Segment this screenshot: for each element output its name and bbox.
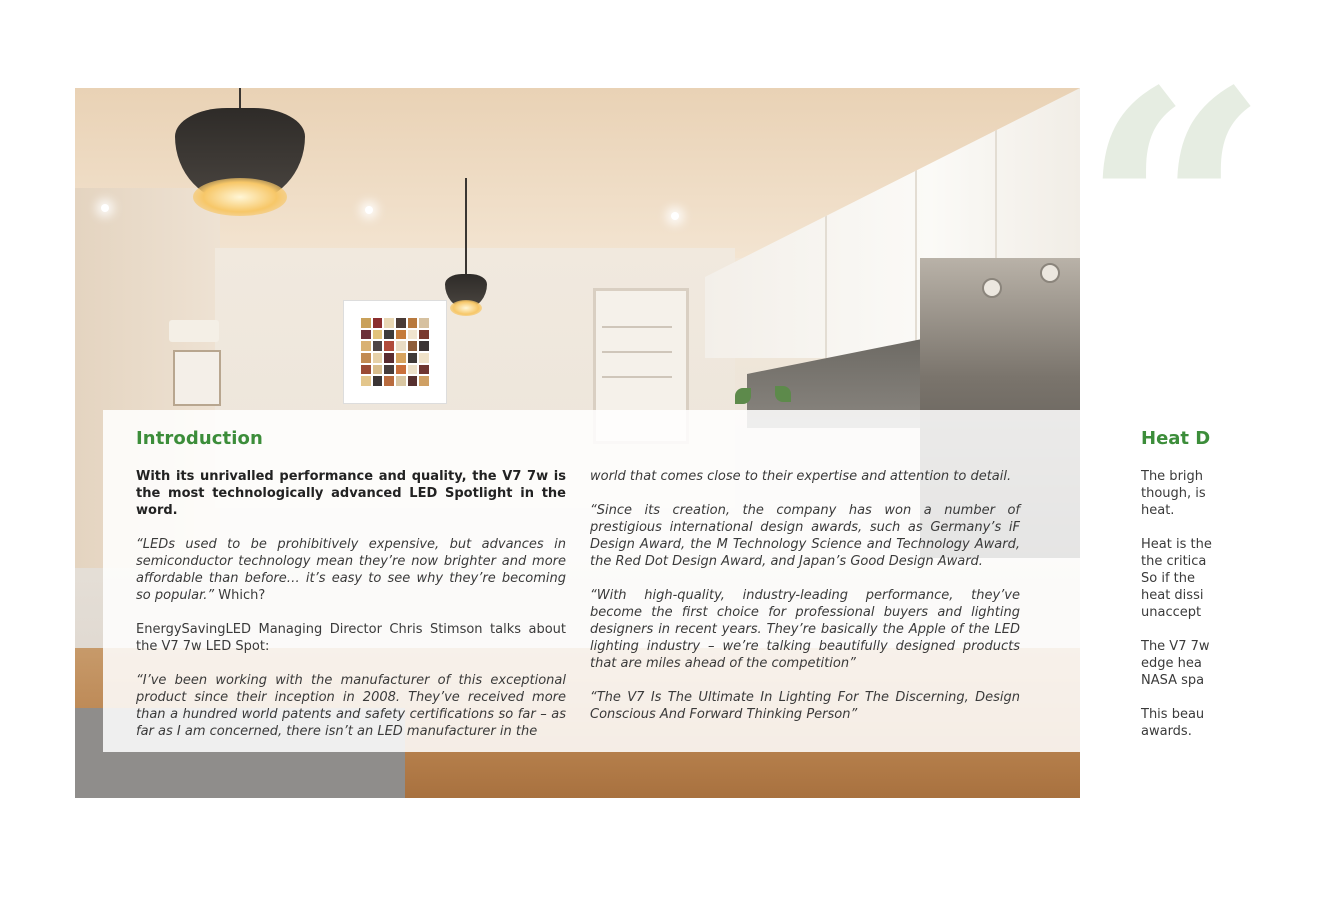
- pendant-glow: [450, 300, 482, 316]
- photo-shelf: [602, 351, 672, 353]
- photo-plant: [775, 386, 791, 402]
- introduction-title: Introduction: [136, 428, 263, 449]
- pendant-cord: [465, 178, 467, 278]
- heat-line: So if the: [1141, 571, 1195, 586]
- heat-line: heat.: [1141, 503, 1175, 518]
- photo-shelf: [602, 326, 672, 328]
- downlight-icon: [671, 212, 679, 220]
- heat-line: The brigh: [1141, 469, 1204, 484]
- introduction-quote-ultimate: “The V7 Is The Ultimate In Lighting For The Discerning, Design Conscious And Forward Thinking Person”: [590, 690, 1020, 722]
- heat-line: [1141, 621, 1341, 638]
- heat-line: heat dissi: [1141, 588, 1204, 603]
- photo-artwork-grid: [361, 318, 429, 386]
- introduction-quote-awards: “Since its creation, the company has won a number of prestigious international design awards, such as Germany’s iF Design Award, the M Technology Science and Technology Award, the Red Dot Design Award, and Japan’s Good Design Award.: [590, 503, 1020, 569]
- heat-line: the critica: [1141, 554, 1207, 569]
- which-attribution: Which?: [214, 588, 266, 603]
- introduction-quote-director: “I’ve been working with the manufacturer of this exceptional product since their inception in 2008. They’ve received more than a hundred world patents and safety certifications so far – as far as I am concerned, there isn’t an LED manufacturer in the: [136, 673, 566, 739]
- heat-line: edge hea: [1141, 656, 1202, 671]
- photo-small-frame: [173, 350, 221, 406]
- oven-knob-icon: [982, 278, 1002, 298]
- introduction-quote-which: [136, 536, 566, 604]
- right-page: [1080, 19, 1270, 796]
- photo-artwork: [343, 300, 447, 404]
- oven-knob-icon: [1040, 263, 1060, 283]
- photo-air-conditioner: [169, 320, 219, 342]
- heat-section-title: Heat D: [1141, 428, 1211, 449]
- introduction-left-column: [136, 468, 566, 757]
- heat-line: The V7 7w: [1141, 639, 1210, 654]
- pendant-glow: [193, 178, 287, 216]
- heat-line: NASA spa: [1141, 673, 1205, 688]
- photo-cabinet-seam: [825, 208, 827, 358]
- which-quote: “LEDs used to be prohibitively expensive, but advances in semiconductor technology mean they’re now brighter and more affordable than before… it’s easy to see why they’re becoming so popular.”: [136, 537, 566, 603]
- introduction-lead: With its unrivalled performance and quality, the V7 7w is the most technologically advanced LED Spotlight in the word.: [136, 469, 566, 518]
- downlight-icon: [365, 206, 373, 214]
- heat-section-text: [1141, 468, 1341, 740]
- heat-line: though, is: [1141, 486, 1206, 501]
- downlight-icon: [101, 204, 109, 212]
- introduction-quote-performance: “With high-quality, industry-leading performance, they’ve become the first choice for professional buyers and lighting designers in recent years. They’re basically the Apple of the LED lighting industry – we’re talking beautifully designed products that are miles ahead of the competition”: [590, 588, 1020, 671]
- introduction-right-column: [590, 468, 1020, 740]
- kitchen-photo: [75, 88, 1080, 796]
- quote-mark-icon: “: [1080, 19, 1270, 407]
- heat-line: awards.: [1141, 724, 1192, 739]
- heat-line: [1141, 519, 1341, 536]
- introduction-director-para: EnergySavingLED Managing Director Chris Stimson talks about the V7 7w LED Spot:: [136, 622, 566, 654]
- photo-cabinet-seam: [915, 163, 917, 358]
- heat-line: [1141, 689, 1341, 706]
- introduction-panel: [103, 410, 1080, 752]
- pendant-cord: [239, 88, 241, 108]
- heat-line: unaccept: [1141, 605, 1202, 620]
- photo-shelf: [602, 376, 672, 378]
- heat-line: This beau: [1141, 707, 1205, 722]
- photo-plant: [735, 388, 751, 404]
- brochure-spread: [75, 19, 1270, 796]
- heat-line: Heat is the: [1141, 537, 1212, 552]
- introduction-quote-continued: world that comes close to their expertise and attention to detail.: [590, 469, 1012, 484]
